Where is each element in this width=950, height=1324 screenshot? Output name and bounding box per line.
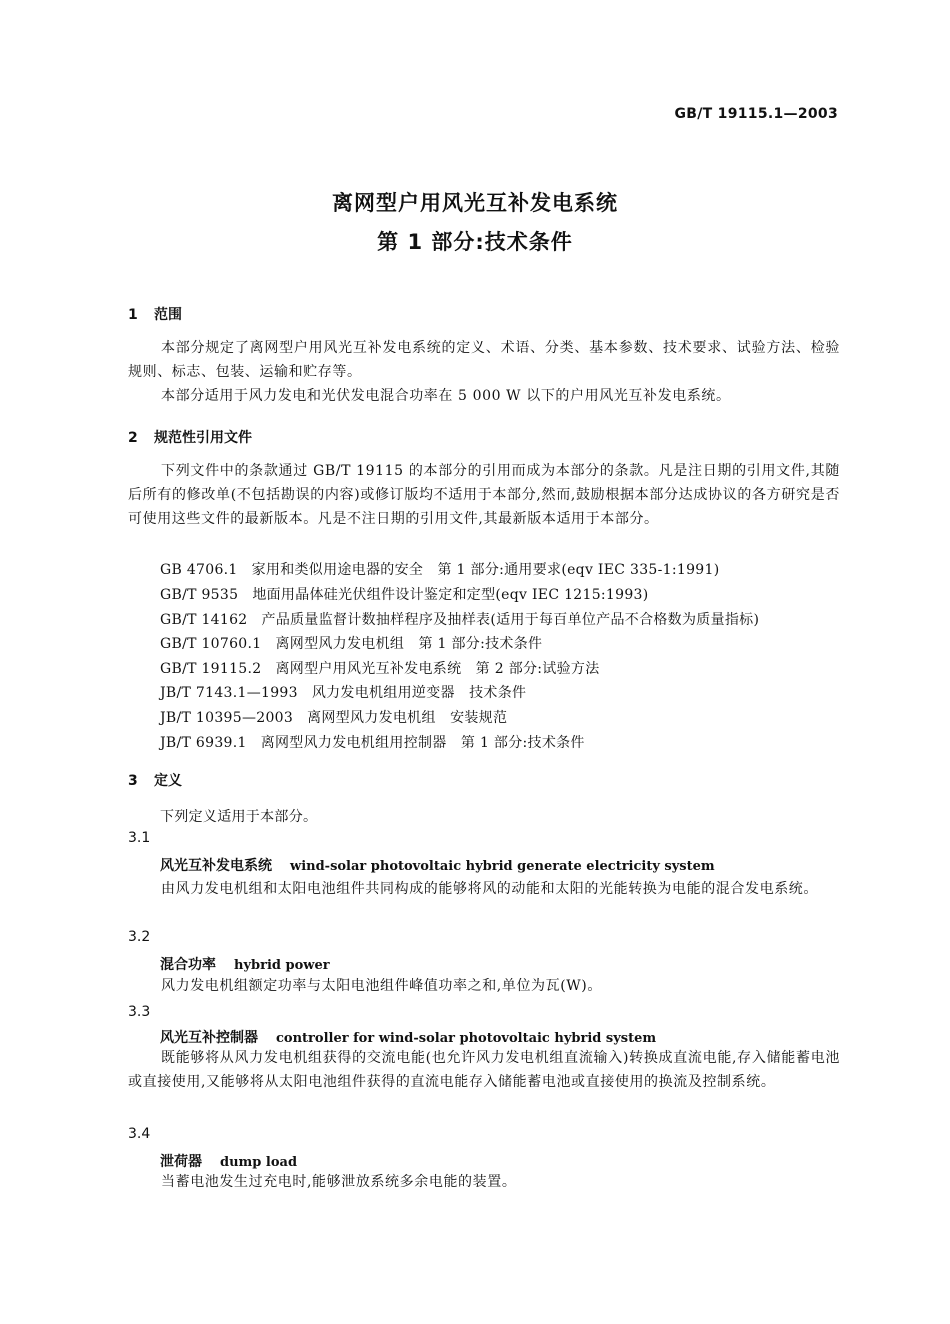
term-chinese: 风光互补发电系统	[160, 858, 272, 874]
reference-item	[160, 732, 585, 752]
reference-title: 离网型风力发电机组用控制器 第 1 部分:技术条件	[260, 735, 585, 751]
paragraph: 当蓄电池发生过充电时,能够泄放系统多余电能的装置。	[161, 1174, 517, 1190]
paragraph: 由风力发电机组和太阳电池组件共同构成的能够将风的动能和太阳的光能转换为电能的混合发电系统。	[161, 881, 818, 897]
term-english: hybrid power	[234, 958, 330, 973]
document-title: 离网型户用风光互补发电系统	[332, 191, 618, 215]
reference-item	[160, 658, 600, 678]
reference-title: 风力发电机组用逆变器 技术条件	[311, 685, 527, 701]
term-entry	[160, 954, 330, 974]
reference-code: JB/T 10395—2003	[160, 710, 294, 726]
reference-title: 产品质量监督计数抽样程序及抽样表(适用于每百单位产品不合格数为质量指标)	[261, 612, 760, 628]
reference-item	[160, 609, 759, 629]
section-2-heading	[128, 427, 252, 447]
document-subtitle: 第 1 部分:技术条件	[377, 230, 573, 254]
section-number: 3	[128, 773, 138, 789]
reference-title: 家用和类似用途电器的安全 第 1 部分:通用要求(eqv IEC 335-1:1991)	[251, 562, 720, 578]
clause-number: 3.3	[128, 1004, 151, 1020]
term-english: controller for wind-solar photovoltaic hybrid system	[276, 1031, 657, 1046]
reference-title: 地面用晶体硅光伏组件设计鉴定和定型(eqv IEC 1215:1993)	[252, 587, 649, 603]
section-3-intro: 下列定义适用于本部分。	[160, 809, 318, 825]
term-english: wind-solar photovoltaic hybrid generate electricity system	[290, 859, 715, 874]
paragraph: 既能够将从风力发电机组获得的交流电能(也允许风力发电机组直流输入)转换成直流电能,存入储能蓄电池或直接使用,又能够将从太阳电池组件获得的直流电能存入储能蓄电池或直接使用的换流及控制系统。	[128, 1050, 840, 1090]
clause-number: 3.2	[128, 929, 151, 945]
reference-code: GB/T 19115.2	[160, 661, 262, 677]
term-chinese: 泄荷器	[160, 1154, 202, 1170]
section-title: 规范性引用文件	[154, 430, 252, 446]
reference-code: GB 4706.1	[160, 562, 238, 578]
clause-number: 3.4	[128, 1126, 151, 1142]
reference-title: 离网型风力发电机组 安装规范	[307, 710, 508, 726]
reference-item	[160, 584, 649, 604]
term-entry	[160, 1027, 656, 1047]
reference-item	[160, 633, 542, 653]
paragraph: 本部分规定了离网型户用风光互补发电系统的定义、术语、分类、基本参数、技术要求、试验方法、检验规则、标志、包装、运输和贮存等。	[128, 340, 840, 380]
paragraph: 本部分适用于风力发电和光伏发电混合功率在 5 000 W 以下的户用风光互补发电系统。	[161, 388, 731, 404]
term-definition	[128, 877, 840, 901]
clause-number: 3.1	[128, 830, 151, 846]
term-chinese: 风光互补控制器	[160, 1030, 258, 1046]
section-number: 2	[128, 430, 138, 446]
section-1-body	[128, 336, 840, 408]
reference-item	[160, 682, 526, 702]
term-definition	[128, 1170, 840, 1194]
paragraph: 风力发电机组额定功率与太阳电池组件峰值功率之和,单位为瓦(W)。	[161, 978, 602, 994]
reference-title: 离网型户用风光互补发电系统 第 2 部分:试验方法	[275, 661, 600, 677]
paragraph: 下列文件中的条款通过 GB/T 19115 的本部分的引用而成为本部分的条款。凡是注日期的引用文件,其随后所有的修改单(不包括勘误的内容)或修订版均不适用于本部分,然而,鼓励根据本部分达成协议的各方研究是否可使用这些文件的最新版本。凡是不注日期的引用文件,其最新版本适用于本部分。	[128, 463, 840, 527]
term-english: dump load	[220, 1155, 298, 1170]
section-title: 定义	[154, 773, 182, 789]
reference-item	[160, 559, 719, 579]
section-number: 1	[128, 307, 138, 323]
reference-code: GB/T 10760.1	[160, 636, 262, 652]
section-1-heading	[128, 304, 182, 324]
term-definition	[128, 1046, 840, 1094]
reference-code: JB/T 7143.1—1993	[160, 685, 298, 701]
section-title: 范围	[154, 307, 182, 323]
section-3-heading	[128, 770, 182, 790]
term-definition	[128, 974, 840, 998]
reference-code: JB/T 6939.1	[160, 735, 247, 751]
term-entry	[160, 1151, 297, 1171]
reference-title: 离网型风力发电机组 第 1 部分:技术条件	[275, 636, 543, 652]
term-chinese: 混合功率	[160, 957, 216, 973]
reference-code: GB/T 14162	[160, 612, 248, 628]
reference-item	[160, 707, 507, 727]
reference-code: GB/T 9535	[160, 587, 239, 603]
standard-number: GB/T 19115.1—2003	[674, 106, 838, 122]
term-entry	[160, 855, 715, 875]
section-2-body	[128, 459, 840, 531]
